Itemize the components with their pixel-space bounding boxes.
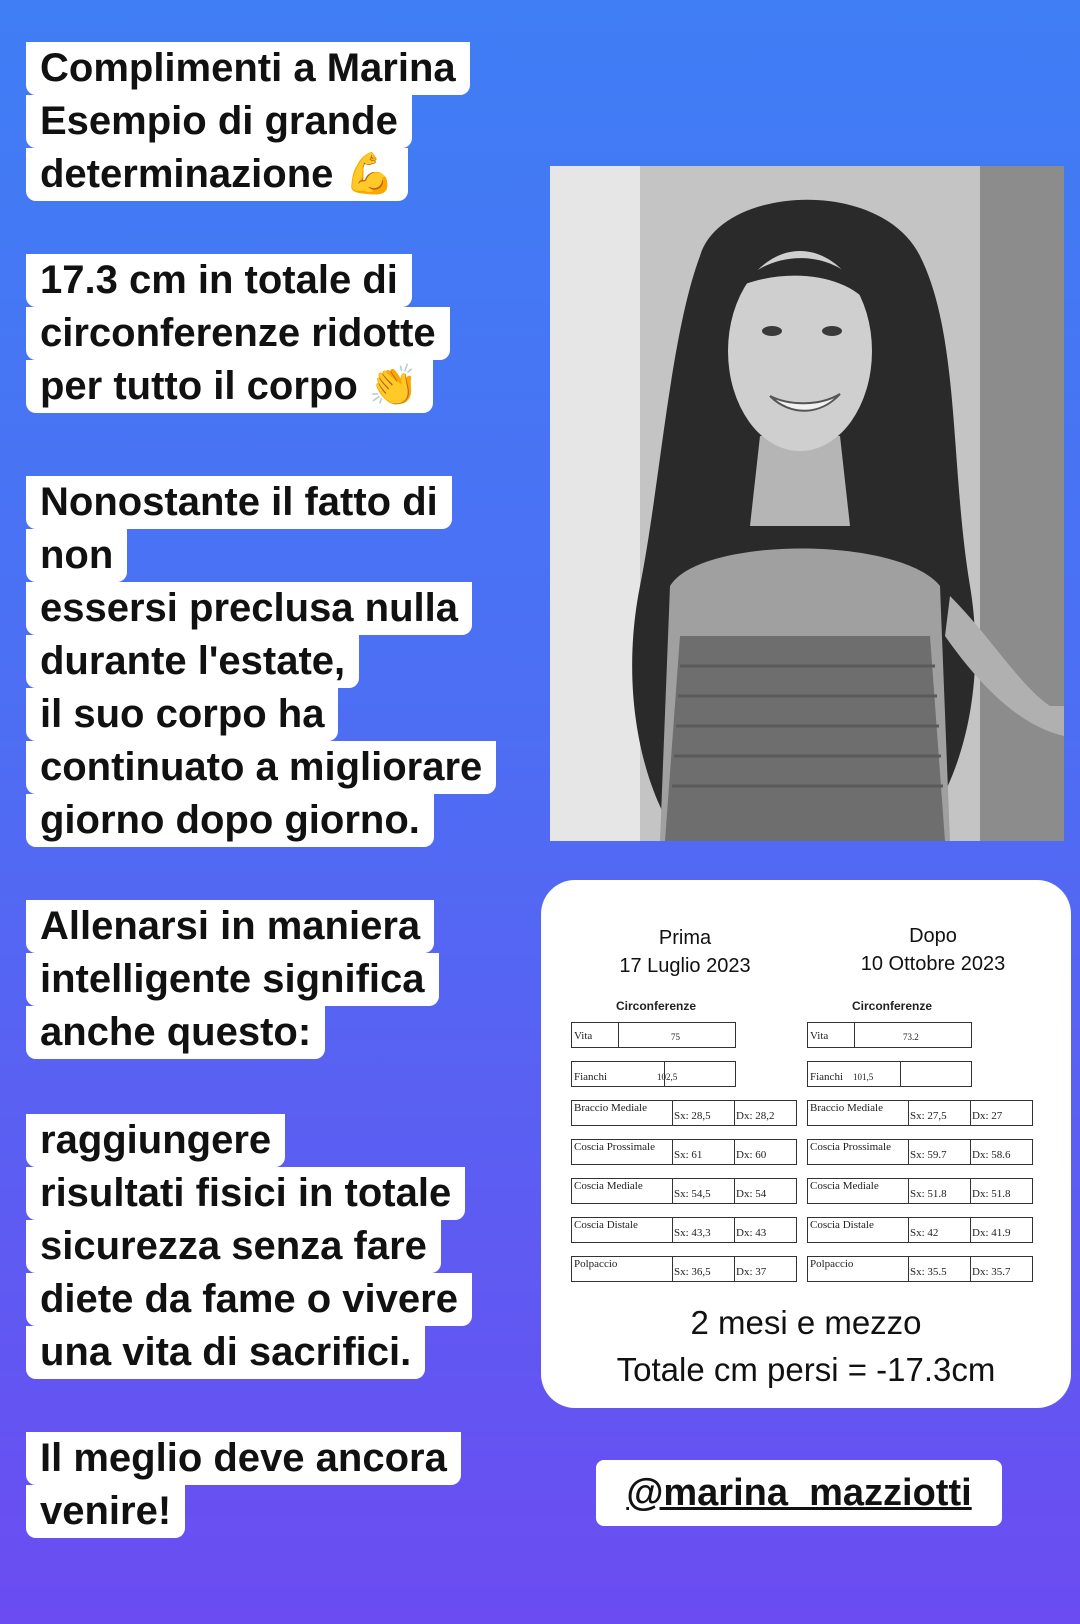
row-sx: Sx: 51.8 xyxy=(910,1188,947,1200)
caption-line: giorno dopo giorno. xyxy=(26,794,434,847)
table-row xyxy=(571,1178,807,1204)
row-sx: Sx: 35.5 xyxy=(910,1266,947,1278)
row-sx: Sx: 36,5 xyxy=(674,1266,711,1278)
caption-line: diete da fame o vivere xyxy=(26,1273,472,1326)
table-row xyxy=(807,1217,1043,1243)
table-row xyxy=(571,1061,807,1087)
caption-line: Allenarsi in maniera xyxy=(26,900,434,953)
table-title: Circonferenze xyxy=(851,999,933,1013)
table-row xyxy=(571,1139,807,1165)
table-row xyxy=(571,1217,807,1243)
caption-line: essersi preclusa nulla xyxy=(26,582,472,635)
row-sx: Sx: 27,5 xyxy=(910,1110,947,1122)
row-label: Coscia Prossimale xyxy=(810,1141,891,1153)
caption-line: risultati fisici in totale xyxy=(26,1167,465,1220)
before-date: 17 Luglio 2023 xyxy=(619,955,751,977)
caption-line: intelligente significa xyxy=(26,953,439,1006)
row-dx: Dx: 37 xyxy=(736,1266,767,1278)
row-label: Vita xyxy=(574,1030,593,1042)
row-value: 73.2 xyxy=(903,1032,919,1042)
caption-results xyxy=(26,1114,546,1379)
caption-congratulations xyxy=(26,42,546,201)
caption-line: Il meglio deve ancora xyxy=(26,1432,461,1485)
caption-line: raggiungere xyxy=(26,1114,285,1167)
caption-line: non xyxy=(26,529,127,582)
caption-train-smart xyxy=(26,900,546,1059)
caption-line: una vita di sacrifici. xyxy=(26,1326,425,1379)
row-sx: Sx: 28,5 xyxy=(674,1110,711,1122)
portrait-photo xyxy=(550,166,1064,841)
row-sx: Sx: 42 xyxy=(910,1227,939,1239)
before-table xyxy=(571,996,807,1282)
table-title: Circonferenze xyxy=(615,999,697,1013)
row-sx: Sx: 43,3 xyxy=(674,1227,711,1239)
caption-line: continuato a migliorare xyxy=(26,741,496,794)
caption-summer xyxy=(26,476,546,847)
row-dx: Dx: 60 xyxy=(736,1149,767,1161)
row-dx: Dx: 27 xyxy=(972,1110,1003,1122)
handle-text[interactable]: @marina_mazziotti xyxy=(626,1472,972,1514)
row-label: Polpaccio xyxy=(574,1258,618,1270)
caption-total-reduction xyxy=(26,254,546,413)
row-label: Fianchi xyxy=(810,1071,843,1083)
row-dx: Dx: 28,2 xyxy=(736,1110,775,1122)
row-value: 75 xyxy=(671,1032,680,1042)
duration-text: 2 mesi e mezzo xyxy=(690,1304,922,1341)
table-row xyxy=(807,1256,1043,1282)
caption-line: Esempio di grande xyxy=(26,95,412,148)
caption-line: per tutto il corpo 👏 xyxy=(26,360,433,413)
row-label: Braccio Mediale xyxy=(574,1102,647,1114)
after-date: 10 Ottobre 2023 xyxy=(860,953,1006,975)
caption-line: Nonostante il fatto di xyxy=(26,476,452,529)
row-dx: Dx: 58.6 xyxy=(972,1149,1011,1161)
row-dx: Dx: 54 xyxy=(736,1188,767,1200)
row-dx: Dx: 43 xyxy=(736,1227,767,1239)
table-row xyxy=(807,1100,1043,1126)
table-row xyxy=(807,1061,1043,1087)
measurements-card xyxy=(541,880,1071,1408)
caption-best-to-come xyxy=(26,1432,546,1538)
row-label: Vita xyxy=(810,1030,829,1042)
after-label: Dopo xyxy=(909,925,957,947)
row-dx: Dx: 51.8 xyxy=(972,1188,1011,1200)
row-label: Coscia Distale xyxy=(574,1219,638,1231)
row-sx: Sx: 54,5 xyxy=(674,1188,711,1200)
after-header xyxy=(803,922,1063,978)
row-dx: Dx: 41.9 xyxy=(972,1227,1011,1239)
caption-line: anche questo: xyxy=(26,1006,325,1059)
row-label: Coscia Mediale xyxy=(810,1180,879,1192)
caption-line: sicurezza senza fare xyxy=(26,1220,441,1273)
row-sx: Sx: 59.7 xyxy=(910,1149,947,1161)
row-label: Coscia Mediale xyxy=(574,1180,643,1192)
instagram-handle-link[interactable] xyxy=(596,1460,1002,1526)
row-label: Coscia Prossimale xyxy=(574,1141,655,1153)
caption-line: Complimenti a Marina xyxy=(26,42,470,95)
row-label: Polpaccio xyxy=(810,1258,854,1270)
caption-line: determinazione 💪 xyxy=(26,148,408,201)
row-label: Fianchi xyxy=(574,1071,607,1083)
table-row xyxy=(807,1139,1043,1165)
total-lost-text: Totale cm persi = -17.3cm xyxy=(616,1351,996,1388)
row-label: Coscia Distale xyxy=(810,1219,874,1231)
caption-line: circonferenze ridotte xyxy=(26,307,450,360)
row-value: 101,5 xyxy=(853,1072,874,1082)
table-row xyxy=(571,1256,807,1282)
caption-line: 17.3 cm in totale di xyxy=(26,254,412,307)
table-row xyxy=(807,1178,1043,1204)
before-label: Prima xyxy=(658,927,712,949)
table-row xyxy=(571,1022,807,1048)
row-sx: Sx: 61 xyxy=(674,1149,703,1161)
caption-line: durante l'estate, xyxy=(26,635,359,688)
table-row xyxy=(571,1100,807,1126)
row-value: 102,5 xyxy=(657,1072,678,1082)
caption-line: venire! xyxy=(26,1485,185,1538)
table-row xyxy=(807,1022,1043,1048)
caption-line: il suo corpo ha xyxy=(26,688,338,741)
row-dx: Dx: 35.7 xyxy=(972,1266,1011,1278)
after-table xyxy=(807,996,1043,1282)
row-label: Braccio Mediale xyxy=(810,1102,883,1114)
before-header xyxy=(555,924,815,980)
